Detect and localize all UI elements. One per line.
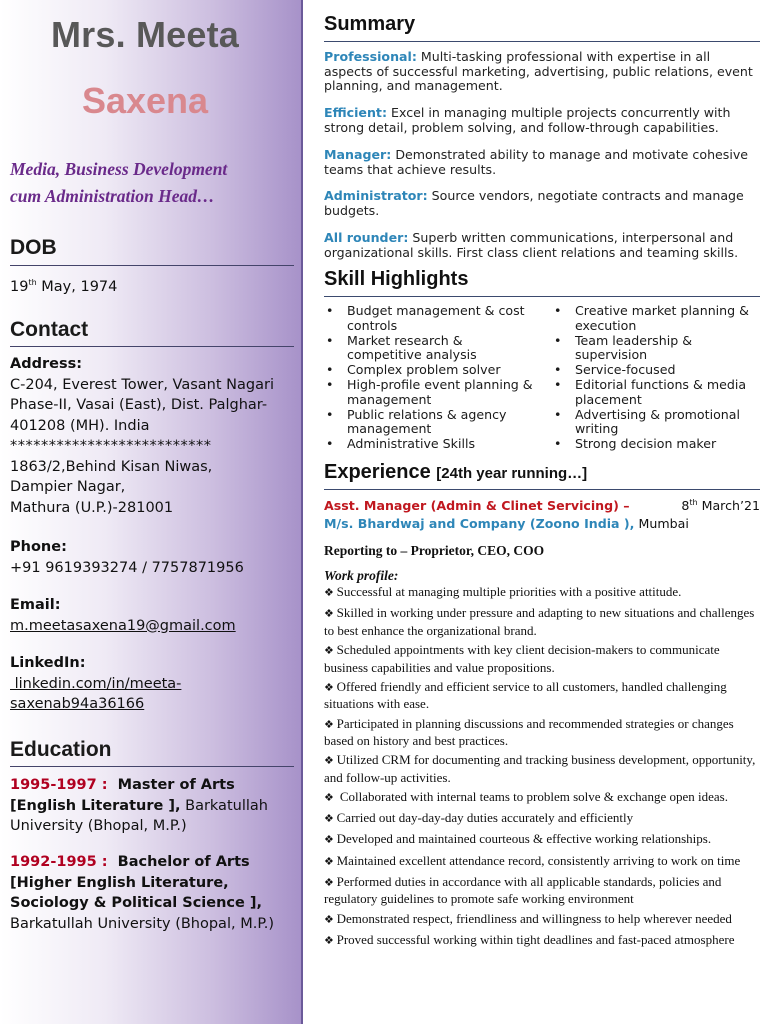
skill-item: • Strong decision maker	[552, 437, 767, 452]
address-line: Phase-II, Vasai (East), Dist. Palghar-	[10, 397, 268, 413]
summary-label: Manager:	[324, 147, 392, 162]
duty-item: ❖ Utilized CRM for documenting and tracking business development, opportunity, and follow-up activities.	[324, 752, 764, 785]
summary-item	[324, 189, 760, 218]
summary-item	[324, 106, 760, 135]
experience-subtitle: [24th year running…]	[436, 465, 588, 482]
skill-item: • Public relations & agency management	[324, 408, 539, 438]
job-date-suffix: th	[689, 498, 698, 507]
skill-item: • Team leadership & supervision	[552, 334, 767, 364]
tagline-line2: cum Administration Head…	[10, 186, 215, 206]
summary-text: Source vendors, negotiate contracts and manage budgets.	[324, 188, 744, 218]
job-date-day: 8	[681, 498, 690, 514]
summary-label: All rounder:	[324, 230, 409, 245]
skill-item: • Service-focused	[552, 363, 767, 378]
dob-divider	[10, 265, 294, 266]
work-profile-label: Work profile:	[324, 568, 399, 583]
summary-text: Excel in managing multiple projects concurrently with strong detail, problem solving, and follow-through capabilities.	[324, 105, 731, 135]
email-block	[10, 595, 295, 636]
dob-day: 19	[10, 278, 29, 295]
skill-item: • Editorial functions & media placement	[552, 378, 767, 408]
duty-item: ❖ Maintained excellent attendance record, consistently arriving to work on time	[324, 853, 764, 871]
education-title: Education	[10, 738, 112, 761]
dob-suffix: th	[28, 278, 37, 287]
skill-item: • Budget management & cost controls	[324, 304, 539, 334]
tagline-line1: Media, Business Development	[10, 159, 228, 179]
name-first: Mrs. Meeta	[50, 14, 240, 55]
skill-item: • Administrative Skills	[324, 437, 539, 452]
skill-item: • Complex problem solver	[324, 363, 539, 378]
summary-title: Summary	[324, 13, 416, 35]
education-years: 1992-1995 :	[10, 854, 108, 870]
address-label: Address:	[10, 356, 83, 372]
job-location: Mumbai	[634, 516, 689, 531]
summary-text: Demonstrated ability to manage and motivate cohesive teams that achieve results.	[324, 147, 749, 177]
dob-value	[10, 273, 295, 297]
address-separator: **************************	[10, 438, 212, 454]
summary-label: Professional:	[324, 49, 417, 64]
job-date-rest: March’21	[697, 498, 760, 514]
email-link[interactable]: m.meetasaxena19@gmail.com	[10, 617, 236, 634]
education-institution: Barkatullah University (Bhopal, M.P.)	[10, 915, 275, 932]
contact-divider	[10, 346, 294, 347]
duty-item: ❖ Proved successful working within tight deadlines and fast-paced atmosphere	[324, 932, 764, 950]
summary-item	[324, 148, 760, 177]
duty-item: ❖ Scheduled appointments with key client decision-makers to communicate business capabilities and value propositions.	[324, 642, 764, 675]
education-institution: Barkatullah University (Bhopal, M.P.)	[10, 797, 268, 834]
summary-label: Administrator:	[324, 188, 428, 203]
skills-column-1	[324, 304, 539, 452]
address-line: Mathura (U.P.)-281001	[10, 499, 174, 516]
duty-item: ❖ Collaborated with internal teams to problem solve & exchange open ideas.	[324, 789, 764, 807]
linkedin-link-line1[interactable]: linkedin.com/in/meeta-	[10, 675, 182, 692]
duties-list	[324, 584, 764, 953]
address-line: 1863/2,Behind Kisan Niwas,	[10, 458, 213, 475]
job-company-line	[324, 516, 689, 531]
address-line: 401208 (MH). India	[10, 417, 150, 434]
tagline	[10, 156, 295, 210]
summary-text: Multi-tasking professional with expertise in all aspects of successful marketing, advertising, public relations, event planning, and management.	[324, 49, 753, 94]
name-last: Saxena	[81, 80, 209, 121]
email-label: Email:	[10, 597, 61, 613]
experience-heading: Experience	[324, 461, 431, 483]
duty-item: ❖ Skilled in working under pressure and adapting to new situations and challenges to best enhance the organizational brand.	[324, 605, 764, 638]
skill-item: • High-profile event planning & management	[324, 378, 539, 408]
experience-divider	[324, 489, 760, 490]
summary-label: Efficient:	[324, 105, 387, 120]
phone-block	[10, 537, 295, 578]
sidebar	[0, 0, 303, 1024]
duty-item: ❖ Carried out day-day-day duties accurately and efficiently	[324, 810, 764, 828]
dob-rest: May, 1974	[36, 278, 118, 295]
phone-value: +91 9619393274 / 7757871956	[10, 559, 244, 576]
duty-item: ❖ Offered friendly and efficient service to all customers, handled challenging situations with ease.	[324, 679, 764, 712]
skills-title: Skill Highlights	[324, 268, 469, 290]
education-degree: Master of Arts [English Literature ],	[10, 777, 240, 814]
summary-divider	[324, 41, 760, 42]
skills-column-2	[552, 304, 767, 452]
contact-title: Contact	[10, 318, 89, 341]
duty-item: ❖ Developed and maintained courteous & effective working relationships.	[324, 831, 764, 849]
address-line: Dampier Nagar,	[10, 479, 126, 495]
linkedin-label: LinkedIn:	[10, 655, 86, 671]
linkedin-block	[10, 653, 295, 715]
education-item	[10, 775, 295, 837]
duty-item: ❖ Performed duties in accordance with all applicable standards, policies and regulatory guidelines to promote safe working environment	[324, 874, 764, 907]
skill-item: • Market research & competitive analysis	[324, 334, 539, 364]
job-date	[681, 498, 760, 513]
duty-item: ❖ Demonstrated respect, friendliness and willingness to help wherever needed	[324, 911, 764, 929]
address-line: C-204, Everest Tower, Vasant Nagari	[10, 376, 274, 393]
reporting-line: Reporting to – Proprietor, CEO, COO	[324, 543, 545, 558]
duty-item: ❖ Participated in planning discussions and recommended strategies or changes based on history and best practices.	[324, 716, 764, 749]
dob-title: DOB	[10, 236, 57, 259]
education-divider	[10, 766, 294, 767]
education-years: 1995-1997 :	[10, 777, 108, 793]
education-degree: Bachelor of Arts [Higher English Literature, Sociology & Political Science ],	[10, 854, 263, 911]
address-block	[10, 354, 295, 518]
job-company: M/s. Bhardwaj and Company (Zoono India ),	[324, 516, 635, 531]
experience-title	[324, 461, 587, 484]
skills-divider	[324, 296, 760, 297]
summary-item	[324, 231, 760, 260]
summary-text: Superb written communications, interpersonal and organizational skills. First class client relations and teaming skills.	[324, 230, 739, 260]
skill-item: • Creative market planning & execution	[552, 304, 767, 334]
duty-item: ❖ Successful at managing multiple priorities with a positive attitude.	[324, 584, 764, 602]
summary-item	[324, 50, 760, 94]
skill-item: • Advertising & promotional writing	[552, 408, 767, 438]
job-title: Asst. Manager (Admin & Clinet Servicing) –	[324, 498, 630, 513]
phone-label: Phone:	[10, 539, 67, 555]
education-item	[10, 852, 295, 934]
linkedin-link-line2[interactable]: saxenab94a36166	[10, 696, 145, 712]
